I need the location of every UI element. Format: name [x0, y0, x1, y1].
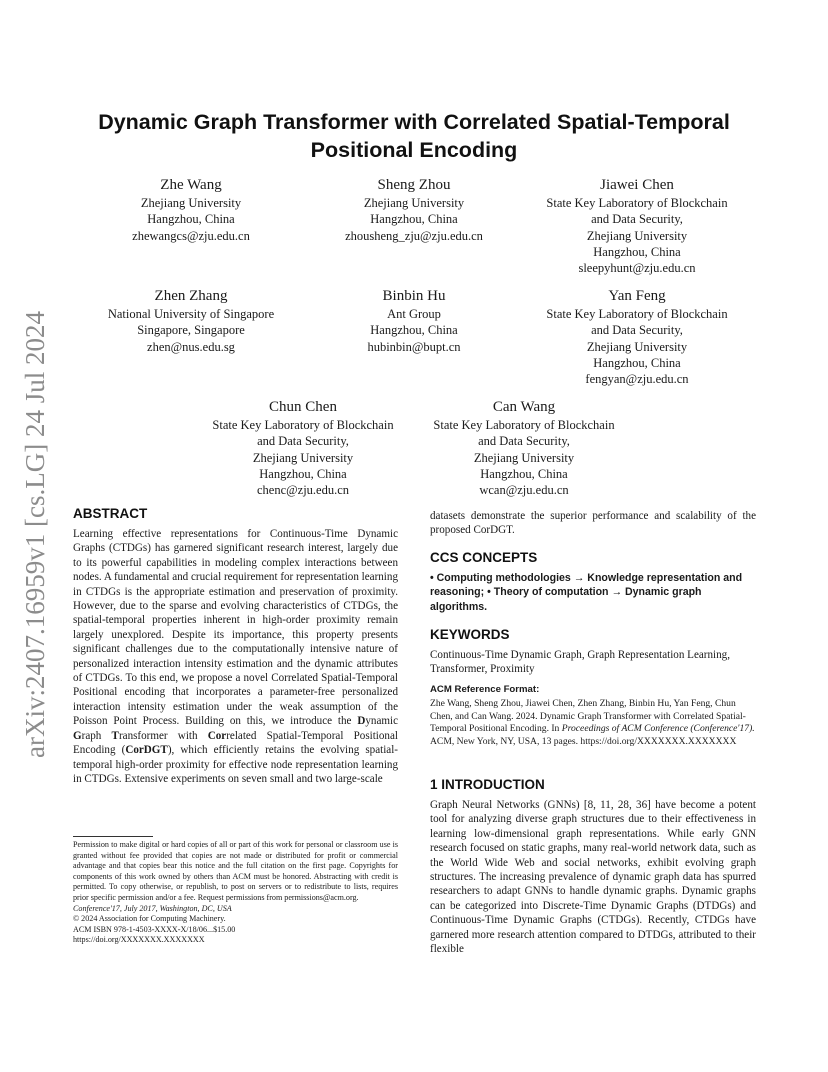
abstract-continued: datasets demonstrate the superior performance and scalability of the proposed CorDGT. [430, 510, 756, 537]
author-name: Zhe Wang [160, 177, 222, 193]
author-email: hubinbin@bupt.cn [367, 339, 461, 354]
author-affiliation: Zhejiang University [140, 196, 242, 210]
author-name: Binbin Hu [382, 288, 446, 304]
author-block [319, 176, 509, 244]
keywords-text: Continuous-Time Dynamic Graph, Graph Representation Learning, Transformer, Proximity [430, 649, 730, 676]
abstract-bold-text: Cor [207, 729, 227, 742]
abstract-text: related Spatial-Temporal Positional Encoding ( [73, 729, 398, 757]
author-block [96, 176, 286, 244]
abstract-bold-text: T [111, 729, 119, 742]
acm-ref-proceedings: Proceedings of ACM Conference (Conference'17). [561, 723, 755, 735]
acm-ref-text: Zhe Wang, Sheng Zhou, Jiawei Chen, Zhen Zhang, Binbin Hu, Yan Feng, Chun Chen, and Can Wang. 2024. Dynamic Graph Transformer with Correlated Spatial-Temporal Positional Encoding. In [430, 698, 746, 735]
author-affiliation: Ant Group [387, 307, 441, 321]
author-block [193, 398, 413, 498]
introduction-heading: 1 INTRODUCTION [430, 777, 545, 792]
footnote-rule [73, 836, 153, 837]
author-location: Hangzhou, China [370, 212, 458, 227]
author-block [319, 287, 509, 355]
author-name: Sheng Zhou [377, 177, 451, 193]
author-name: Jiawei Chen [600, 177, 674, 193]
acm-ref-text: ACM, New York, NY, USA, 13 pages. https://doi.org/XXXXXXX.XXXXXXX [430, 735, 737, 747]
author-location: Hangzhou, China [593, 244, 681, 259]
abstract-paragraph [73, 527, 398, 786]
author-name: Chun Chen [269, 399, 337, 415]
author-affiliation: Zhejiang University [586, 228, 688, 243]
author-affiliation: State Key Laboratory of Blockchain [546, 307, 728, 321]
arxiv-stamp [10, 300, 54, 760]
conference-info: Conference'17, July 2017, Washington, DC, USA [73, 903, 232, 913]
footnote [73, 840, 398, 946]
doi: https://doi.org/XXXXXXX.XXXXXXX [73, 935, 205, 945]
ccs-concepts: • Computing methodologies → Knowledge representation and reasoning; • Theory of computation → Dynamic graph algorithms. [430, 572, 743, 613]
author-email: zhousheng_zju@zju.edu.cn [345, 228, 483, 243]
author-location: Hangzhou, China [259, 466, 347, 481]
author-location: Hangzhou, China [593, 355, 681, 370]
author-email: zhewangcs@zju.edu.cn [132, 228, 250, 243]
author-affiliation: and Data Security, [478, 434, 570, 449]
keywords-heading: KEYWORDS [430, 627, 510, 642]
author-name: Yan Feng [608, 288, 666, 304]
author-block [414, 398, 634, 498]
author-location: Hangzhou, China [370, 323, 458, 338]
author-block [86, 287, 296, 355]
acm-ref-heading: ACM Reference Format: [430, 684, 540, 695]
author-email: sleepyhunt@zju.edu.cn [578, 261, 696, 276]
abstract-text: ransformer with [118, 729, 208, 742]
author-affiliation: Zhejiang University [473, 450, 575, 465]
author-location: Singapore, Singapore [137, 323, 245, 338]
author-affiliation: Zhejiang University [586, 339, 688, 354]
author-email: zhen@nus.edu.sg [147, 339, 235, 354]
title-line-1: Dynamic Graph Transformer with Correlated Spatial-Temporal [98, 110, 730, 134]
abstract-text: raph [81, 729, 112, 742]
isbn: ACM ISBN 978-1-4503-XXXX-X/18/06...$15.00 [73, 924, 236, 934]
author-affiliation: Zhejiang University [252, 450, 354, 465]
author-email: chenc@zju.edu.cn [256, 483, 350, 498]
author-affiliation: State Key Laboratory of Blockchain [546, 196, 728, 210]
paper-title [60, 108, 768, 164]
title-line-2: Positional Encoding [310, 138, 518, 162]
abstract-heading: ABSTRACT [73, 506, 148, 521]
author-affiliation: State Key Laboratory of Blockchain [212, 418, 394, 432]
author-block [527, 176, 747, 276]
author-name: Can Wang [492, 399, 556, 415]
ccs-heading: CCS CONCEPTS [430, 550, 538, 565]
abstract-text: ynamic [365, 715, 398, 728]
introduction-paragraph: Graph Neural Networks (GNNs) [8, 11, 28, 36] have become a potent tool for analyzing diverse graph structures due to their effectiveness in learning low-dimensional graph representations. While early GNN research focused on static graphs, many real-world network data, such as the World Wide Web and social networks, exhibit evolving graph structures. The increasing prevalence of dynamic graph data has spurred researchers to adapt GNNs to handle dynamic graphs. Dynamic graphs can be categorized into Discrete-Time Dynamic Graphs (DTDGs) and Continuous-Time Dynamic Graphs (CTDGs). Recently, CTDGs have garnered more research attention compared to DTDGs, attributed to their flexible [430, 799, 756, 956]
author-email: wcan@zju.edu.cn [479, 483, 569, 498]
author-affiliation: and Data Security, [257, 434, 349, 449]
author-email: fengyan@zju.edu.cn [585, 372, 689, 387]
abstract-bold-text: D [357, 715, 366, 728]
abstract-text: ), which efficiently retains the evolving spatial-temporal high-order proximity for effective node representation learning in CTDGs. Extensive experiments on seven small and two large-scale [73, 744, 398, 785]
abstract-bold-text: G [73, 729, 82, 742]
author-location: Hangzhou, China [480, 466, 568, 481]
author-affiliation: State Key Laboratory of Blockchain [433, 418, 615, 432]
author-location: Hangzhou, China [147, 212, 235, 227]
author-affiliation: and Data Security, [591, 323, 683, 338]
author-affiliation: Zhejiang University [363, 196, 465, 210]
author-affiliation: and Data Security, [591, 212, 683, 227]
author-block [527, 287, 747, 387]
abstract-text: Learning effective representations for Continuous-Time Dynamic Graphs (CTDGs) has garnered significant research interest, largely due to its powerful capabilities in modeling complex interactions between nodes. A fundamental and crucial requirement for representation learning in CTDGs is the appropriate estimation and preservation of proximity. However, due to the sparse and evolving characteristics of CTDGs, the spatial-temporal properties inherent in high-order proximity remain largely unexplored. Despite its importance, this property presents significant challenges due to the computationally intensive nature of personalized interaction intensity estimation and the dynamic attributes of CTDGs. To this end, we propose a novel Correlated Spatial-Temporal Positional encoding that incorporates a parameter-free personalized interaction intensity estimation under the weak assumption of the Poisson Point Process. Building on this, we introduce the [73, 528, 398, 728]
author-name: Zhen Zhang [154, 288, 228, 304]
author-affiliation: National University of Singapore [107, 307, 275, 321]
permission-notice: Permission to make digital or hard copies of all or part of this work for personal or classroom use is granted without fee provided that copies are not made or distributed for profit or commercial advantage and that copies bear this notice and the full citation on the first page. Copyrights for components of this work owned by others than ACM must be honored. Abstracting with credit is permitted. To copy otherwise, or republish, to post on servers or to redistribute to lists, requires prior specific permission and/or a fee. Request permissions from permissions@acm.org. [73, 840, 398, 902]
copyright-notice: © 2024 Association for Computing Machinery. [73, 914, 226, 924]
acm-reference [430, 698, 756, 748]
abstract-bold-text: CorDGT [125, 744, 168, 757]
arxiv-stamp-text: arXiv:2407.16959v1 [cs.LG] 24 Jul 2024 [20, 311, 50, 758]
